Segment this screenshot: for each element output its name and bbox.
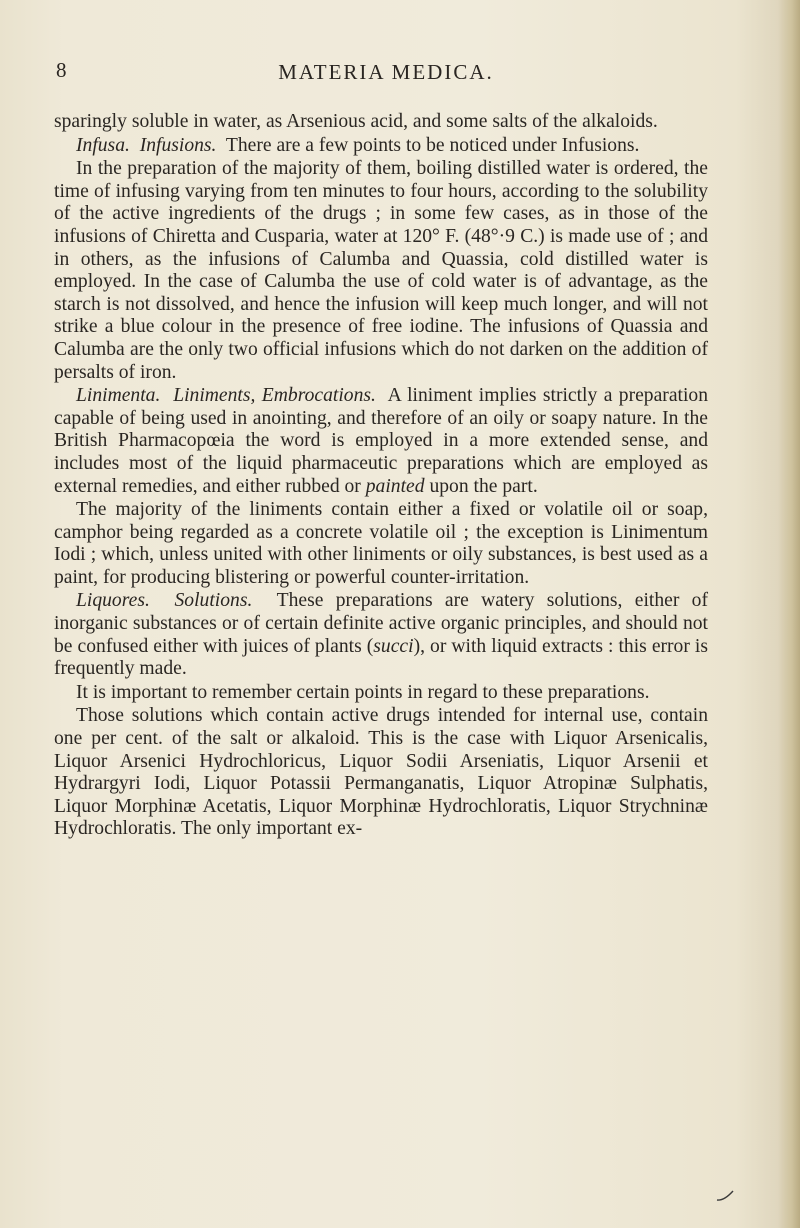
pencil-mark-icon <box>716 1190 734 1202</box>
running-head: MATERIA MEDICA. <box>278 60 494 84</box>
page-header <box>56 58 716 84</box>
page-edge-shadow <box>778 0 800 1228</box>
paragraph-infusions <box>54 135 708 158</box>
paragraph-text: These preparations are watery solutions, either of inorganic substances or of certain definite active organic principles, and should not be confused either with juices of plants ( <box>54 590 708 657</box>
paragraph-text: A liniment implies strictly a preparation capable of being used in anointing, and therefore of an oily or soapy nature. In the British Pharmacopœia the word is employed in a more extended sense, and includes most of the liquid pharmaceutic preparations which are employed as external remedies, and either rubbed or <box>54 385 709 497</box>
section-heading-latin: Liquores. <box>76 590 150 612</box>
section-heading-english: Infusions. <box>139 134 217 156</box>
emphasis-text: painted <box>365 475 425 497</box>
paragraph-text: ), or with liquid extracts : this error is frequently made. <box>54 635 708 680</box>
paragraph-liniment-contents: The majority of the liniments contain either a fixed or volatile oil or soap, camphor being regarded as a concrete volatile oil ; the exception is Linimentum Iodi ; which, unless united with other liniments or oily substances, is best used as a paint, for producing blistering or powerful counter-irritation. <box>54 499 708 588</box>
paragraph-solutions <box>54 590 708 680</box>
paragraph-text: upon the part. <box>429 475 538 497</box>
section-heading-latin: Infusa. <box>76 134 130 156</box>
paragraph-liniments <box>54 385 708 498</box>
emphasis-text: succi <box>373 635 414 657</box>
page-number: 8 <box>56 58 67 82</box>
section-heading-english: Liniments, Embrocations. <box>173 385 376 407</box>
paragraph-continuation: sparingly soluble in water, as Arsenious acid, and some salts of the alkaloids. <box>54 111 658 132</box>
section-heading-latin: Linimenta. <box>76 385 161 407</box>
body-text <box>54 111 708 841</box>
paragraph-solutions-list: Those solutions which contain active drugs intended for internal use, contain one per cent. of the salt or alkaloid. This is the case with Liquor Arsenicalis, Liquor Arsenici Hydrochloricus, Liquor Sodii Arseniatis, Liquor Arsenii et Hydrargyri Iodi, Liquor Potassii Permanganatis, Liquor Atropinæ Sulphatis, Liquor Morphinæ Acetatis, Liquor Morphinæ Hydrochloratis, Liquor Strychninæ Hydrochloratis. The only important ex- <box>54 705 708 840</box>
paragraph-text: There are a few points to be noticed under Infusions. <box>225 134 640 156</box>
paragraph-infusion-preparation: In the preparation of the majority of them, boiling distilled water is ordered, the time of infusing varying from ten minutes to four hours, according to the solubility of the active ingredients of the drugs ; in some few cases, as in those of the infusions of Chiretta and Cusparia, water at 120° F. (48°·9 C.) is made use of ; and in others, as the infusions of Calumba and Quassia, cold distilled water is employed. In the case of Calumba the use of cold water is of advantage, as the starch is not dissolved, and hence the infusion will keep much longer, and will not strike a blue colour in the presence of free iodine. The infusions of Quassia and Calumba are the only two official infusions which do not darken on the addition of persalts of iron. <box>54 158 708 383</box>
paragraph-important-points: It is important to remember certain points in regard to these preparations. <box>76 681 650 703</box>
section-heading-english: Solutions. <box>174 590 253 612</box>
